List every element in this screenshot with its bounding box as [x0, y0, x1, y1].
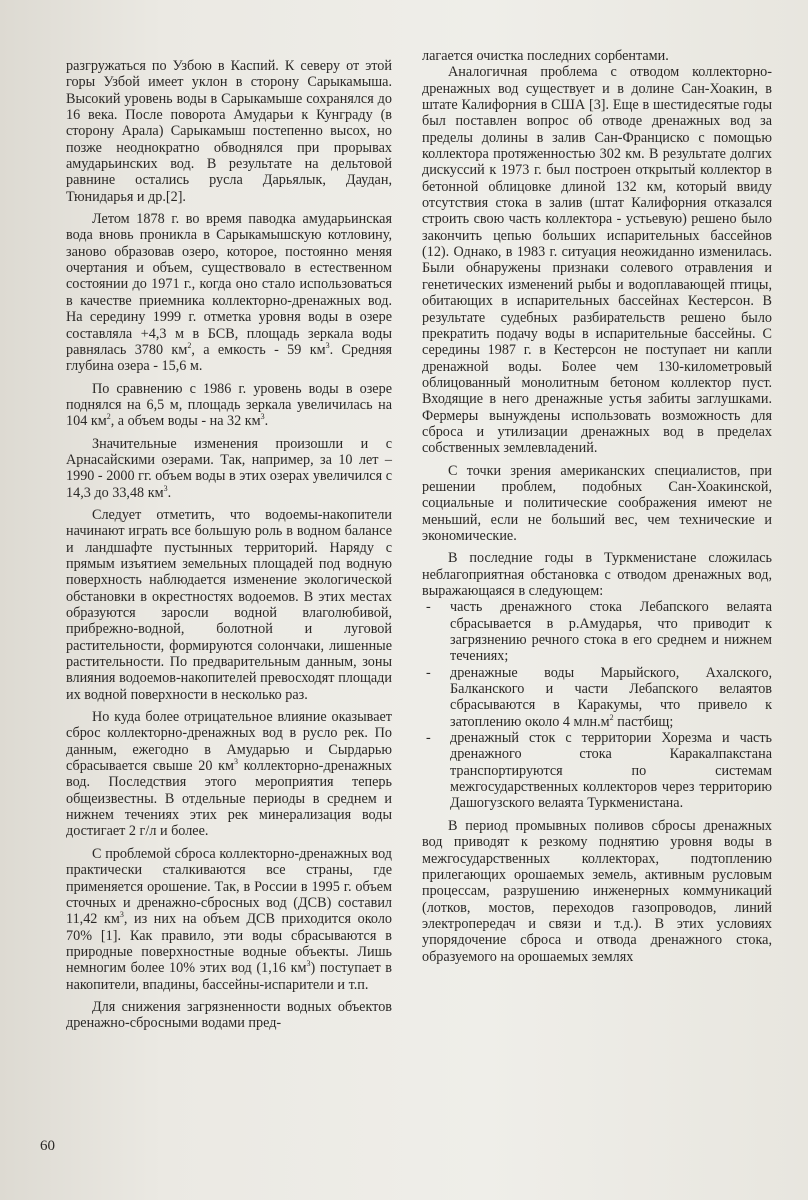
paragraph: С проблемой сброса коллекторно-дренажных вод практически сталкиваются все страны, где применяется орошение. Так, в России в 1995 г. объем сточных и дренажно-сбросных вод (ДСВ) составил 11,42 $км^3$, из них на объем ДСВ приходится около 70% [1]. Как правило, эти воды сбрасываются в природные поверхностные водные объекты. Лишь немногим более 10% этих вод (1,16 $км^3$) поступает в накопители, впадины, бассейны-испарители и т.п. [66, 845, 392, 993]
paragraph: С точки зрения американских специалистов, при решении проблем, подобных Сан-Хоакинской, социальные и политические соображения имеют не меньший, если не больший вес, чем технические и экономические. [422, 462, 772, 544]
paragraph: Для снижения загрязненности водных объектов дренажно-сбросными водами пред- [66, 998, 392, 1032]
paragraph: Следует отметить, что водоемы-накопители начинают играть все большую роль в водном балансе и ландшафте пустынных территорий. Наряду с прямым изъятием земельных площадей под водную поверхность наблюдается изменение экологической обстановки в окрестностях водоемов. В этих местах образуются заросли водной влаголюбивой, прибрежно-водной, болотной и луговой растительности, формируются солончаки, лишенные растительности. По предварительным данным, зоны влияния водоемов-накопителей превосходят площади их водной поверхности в несколько раз. [66, 506, 392, 703]
bullet-list [422, 599, 772, 811]
paragraph: По сравнению с 1986 г. уровень воды в озере поднялся на 6,5 м, площадь зеркала увеличилась на 104 $км^2$, а объем воды - на 32 $км^3$. [66, 380, 392, 430]
paragraph: лагается очистка последних сорбентами. [422, 48, 669, 64]
paragraph: Аналогичная проблема с отводом коллекторно-дренажных вод существует и в долине Сан-Хоакин, в штате Калифорния в США [3]. Еще в шестидесятые годы был поставлен вопрос об отводе дренажных вод за пределы долины в залив Сан-Франциско с помощью коллектора протяженностью 302 км. В результате долгих дискуссий к 1973 г. был построен открытый коллектор в бетонной облицовке длиной 132 км, который ввиду отсутствия стока в залив (штат Калифорния отказался строить свою часть коллектора - устьевую) решено было закончить цепью больших испарительных бассейнов (12). Однако, в 1983 г. ситуация неожиданно изменилась. Были обнаружены признаки солевого отравления и генетических изменений рыбы и водоплавающей птицы, обитающих в испарительных бассейнах Кестерсон. В результате судебных разбирательств решено было прекратить подачу воды в испарительные бассейны. С середины 1987 г. в Кестерсон не поступает ни капли дренажной воды. Более чем 130-километровый облицованный монолитным бетоном коллектор пуст. Входящие в него дренажные устья забиты заглушками. Фермеры вынуждены использовать возможность для сброса и утилизации дренажных вод в пределах собственных землевладений. [422, 64, 772, 457]
paragraph: Но куда более отрицательное влияние оказывает сброс коллекторно-дренажных вод в русло рек. По данным, ежегодно в Амударью и Сырдарью сбрасывается свыше 20 $км^3$ коллекторно-дренажных вод. Последствия этого мероприятия теперь общеизвестны. В отдельные периоды в среднем и нижнем течениях этих рек минерализация воды достигает 2 г/л и более. [66, 709, 392, 840]
paragraph: В период промывных поливов сбросы дренажных вод приводят к резкому поднятию уровня воды в межгосударственных коллекторах, подтоплению прилегающих орошаемых земель, активным русловым процессам, разрушению инженерных коммуникаций (лотков, мостов, переходов газопроводов, линий электропередач и связи и т.д.). В этих условиях упорядочение сброса и отвода дренажного стока, образуемого на орошаемых землях [422, 817, 772, 965]
paragraph: В последние годы в Туркменистане сложилась неблагоприятная обстановка с отводом дренажных вод, выражающаяся в следующем: [422, 550, 772, 599]
left-column [66, 58, 392, 1032]
paragraph: Значительные изменения произошли и с Арнасайскими озерами. Так, например, за 10 лет – 1990 - 2000 гг. объем воды в этих озерах увеличился с 14,3 до 33,48 $км^3$. [66, 435, 392, 501]
paragraph: Летом 1878 г. во время паводка амударьинская вода вновь проникла в Сарыкамышскую котловину, заново образовав озеро, которое, постоянно меняя очертания и объем, существовало в естественном состоянии до 1971 г., когда оно стало использоваться в качестве приемника коллекторно-дренажных вод. На середину 1999 г. отметка уровня воды в озере составляла +4,3 м в БСВ, площадь зеркала воды равнялась 3780 $км^2$, а емкость - 59 $км^3$. Средняя глубина озера - 15,6 м. [66, 211, 392, 375]
list-item: - дренажные воды Марыйского, Ахалского, Балканского и части Лебапского велаятов сбрасываются в Каракумы, что привело к затоплению около 4 $млн.м^2$ пастбищ; [422, 665, 772, 730]
list-item: - дренажный сток с территории Хорезма и часть дренажного стока Каракалпакстана транспортируются по системам межгосударственных коллекторов через территорию Дашогузского велаята Туркменистана. [422, 730, 772, 812]
list-item: - часть дренажного стока Лебапского велаята сбрасывается в р.Амударья, что приводит к загрязнению речного стока в его среднем и нижнем течениях; [422, 599, 772, 664]
page-number: 60 [40, 1138, 55, 1154]
right-column [422, 48, 772, 965]
paragraph: разгружаться по Узбою в Каспий. К северу от этой горы Узбой имеет уклон в сторону Сарыкамыша. Высокий уровень воды в Сарыкамыше сохранялся до 16 века. После поворота Амударьи к Кунграду (в сторону Арала) Сарыкамыш постепенно высох, но позже неоднократно обводнялся при прорывах амударьинских вод. В результате на дельтовой равнине остались русла Дарьялык, Даудан, Тюнидарья и др.[2]. [66, 58, 392, 205]
